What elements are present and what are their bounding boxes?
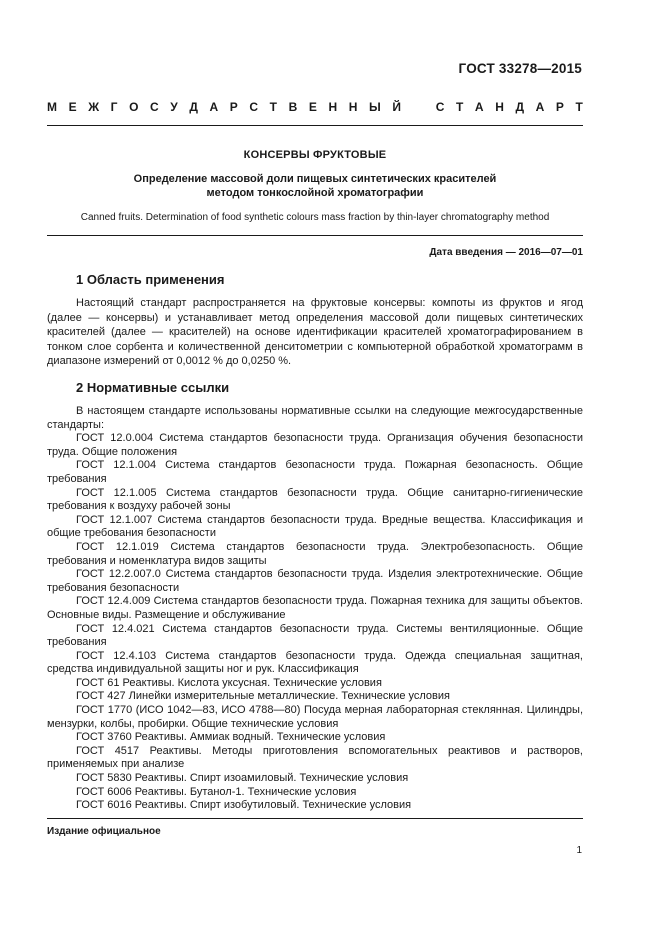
document-subtitle (47, 172, 583, 200)
interstate-letter: Е (68, 100, 77, 114)
interstate-letter: А (209, 100, 219, 114)
interstate-letter: Р (229, 100, 238, 114)
interstate-letter: В (288, 100, 298, 114)
header-divider (47, 125, 583, 126)
reference-item: ГОСТ 12.2.007.0 Система стандартов безопасности труда. Изделия электротехнические. Общие требования безопасности (47, 568, 583, 594)
english-title: Canned fruits. Determination of food synthetic colours mass fraction by thin-layer chromatography method (80, 212, 550, 223)
document-title: КОНСЕРВЫ ФРУКТОВЫЕ (243, 149, 387, 161)
reference-item: ГОСТ 12.1.007 Система стандартов безопасности труда. Вредные вещества. Классификация и общие требования безопасности (47, 513, 583, 540)
gost-code: ГОСТ 33278—2015 (458, 61, 582, 76)
reference-item: ГОСТ 3760 Реактивы. Аммиак водный. Технические условия (76, 731, 386, 744)
interstate-letter: Г (110, 100, 118, 114)
reference-item: ГОСТ 5830 Реактивы. Спирт изоамиловый. Технические условия (76, 772, 409, 785)
interstate-letter: С (249, 100, 259, 114)
interstate-letter: С (435, 100, 445, 114)
reference-item: ГОСТ 12.0.004 Система стандартов безопасности труда. Организация обучения безопасности труда. Общие положения (47, 432, 583, 458)
interstate-letter: Й (392, 100, 401, 114)
reference-item: ГОСТ 4517 Реактивы. Методы приготовления вспомогательных реактивов и растворов, применяемых при анализе (47, 744, 583, 771)
paragraph: Настоящий стандарт распространяется на фруктовые консервы: компоты из фруктов и ягод (далее — консервы) и устанавливает метод определения массовой доли пищевых синтетических красителей (далее — красителей) на основе идентификации красителей хроматографированием в тонком слое сорбента и количественной денситометрии с компьютерной обработкой хроматограмм в диапазоне измерений от 0,0012 % до 0,0250 %. (47, 297, 583, 367)
interstate-letter: А (474, 100, 484, 114)
footer-divider (47, 818, 583, 819)
section-heading-references: 2 Нормативные ссылки (76, 380, 230, 395)
reference-item: ГОСТ 12.1.005 Система стандартов безопасности труда. Общие санитарно-гигиенические требования к воздуху рабочей зоны (47, 486, 583, 513)
interstate-letter: Т (269, 100, 277, 114)
reference-item: ГОСТ 12.1.019 Система стандартов безопасности труда. Электробезопасность. Общие требования и номенклатура видов защиты (47, 540, 583, 567)
interstate-standard-label (47, 100, 583, 114)
interstate-letter: М (47, 100, 57, 114)
interstate-letter: О (129, 100, 139, 114)
interstate-letter: Н (348, 100, 358, 114)
reference-item: ГОСТ 6006 Реактивы. Бутанол-1. Технические условия (76, 785, 357, 798)
scope-text (47, 296, 583, 369)
interstate-letter: Е (308, 100, 317, 114)
interstate-letter: Р (555, 100, 564, 114)
subtitle-line: методом тонкослойной хроматографии (206, 187, 424, 199)
reference-item: ГОСТ 1770 (ИСО 1042—83, ИСО 4788—80) Посуда мерная лабораторная стеклянная. Цилиндры, мензурки, колбы, пробирки. Общие технические условия (47, 704, 583, 730)
reference-item: ГОСТ 12.4.009 Система стандартов безопасности труда. Пожарная техника для защиты объектов. Основные виды. Размещение и обслуживание (47, 595, 583, 621)
reference-item: ГОСТ 12.1.004 Система стандартов безопасности труда. Пожарная безопасность. Общие требования (47, 459, 583, 485)
title-divider (47, 235, 583, 236)
paragraph: В настоящем стандарте использованы нормативные ссылки на следующие межгосударственные стандарты: (47, 405, 583, 431)
subtitle-line: Определение массовой доли пищевых синтетических красителей (133, 173, 497, 185)
interstate-letter: Ж (88, 100, 100, 114)
edition-label: Издание официальное (47, 826, 161, 837)
interstate-letter: Д (189, 100, 198, 114)
reference-item: ГОСТ 12.4.103 Система стандартов безопасности труда. Одежда специальная защитная, средства индивидуальной защиты ног и рук. Классификация (47, 649, 583, 676)
interstate-letter: У (170, 100, 178, 114)
page-number: 1 (576, 845, 582, 856)
interstate-letter: Д (515, 100, 525, 114)
reference-item: ГОСТ 6016 Реактивы. Спирт изобутиловый. Технические условия (76, 799, 412, 812)
reference-item: ГОСТ 427 Линейки измерительные металлические. Технические условия (76, 690, 450, 703)
interstate-letter: Т (575, 100, 583, 114)
reference-item: ГОСТ 12.4.021 Система стандартов безопасности труда. Системы вентиляционные. Общие требования (47, 622, 583, 649)
references-list (47, 405, 583, 813)
interstate-letter: С (150, 100, 159, 114)
interstate-letter: А (535, 100, 545, 114)
introduction-date: Дата введения — 2016—07—01 (429, 247, 583, 258)
interstate-letter: Ы (368, 100, 381, 114)
section-heading-scope: 1 Область применения (76, 272, 225, 287)
interstate-letter: Т (455, 100, 464, 114)
interstate-letter: Н (328, 100, 338, 114)
reference-item: ГОСТ 61 Реактивы. Кислота уксусная. Технические условия (76, 676, 382, 689)
interstate-letter: Н (495, 100, 504, 114)
